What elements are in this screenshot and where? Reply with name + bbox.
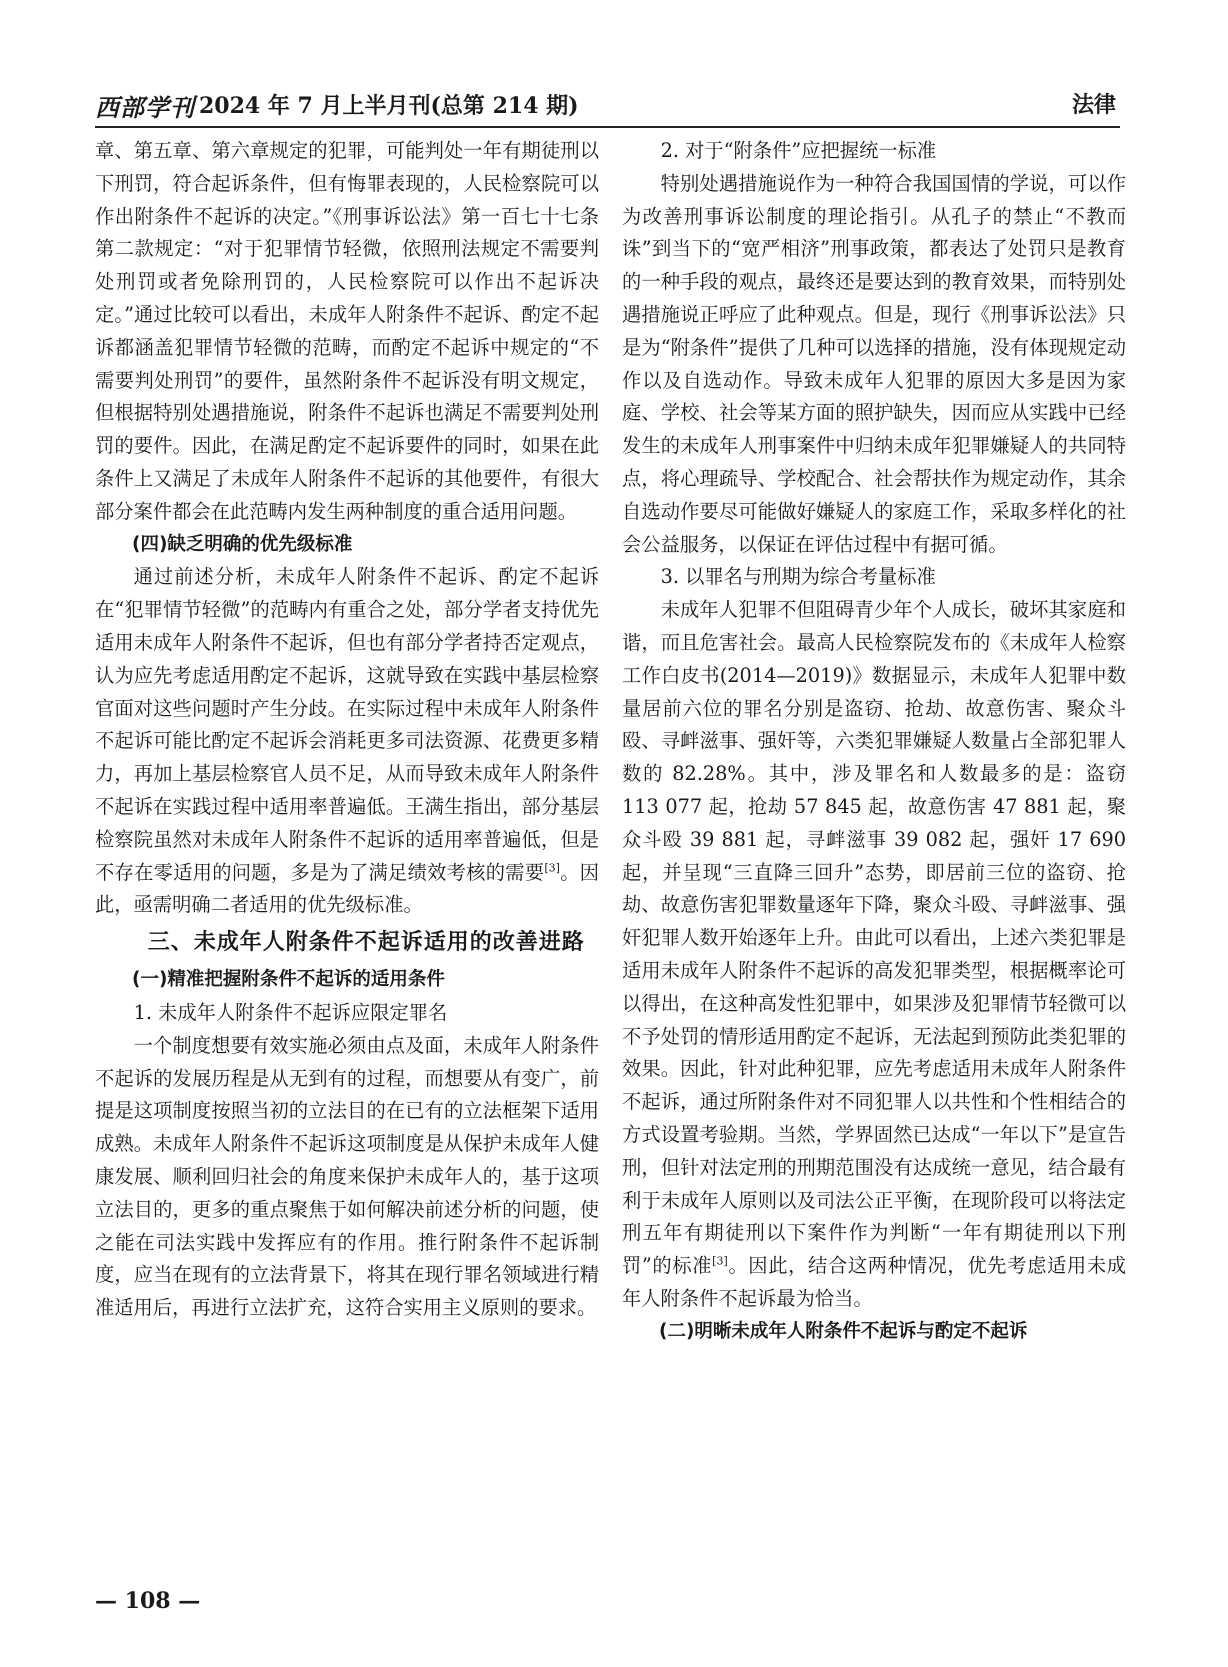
item-heading-text: 3. 以罪名与刑期为综合考量标准 <box>660 565 936 589</box>
item-heading-text: 1. 未成年人附条件不起诉应限定罪名 <box>133 1000 448 1024</box>
item-heading-text: 2. 对于“附条件”应把握统一标准 <box>660 139 937 162</box>
citation-marker: [3] <box>544 861 560 875</box>
paragraph-text: 特别处遇措施说作为一种符合我国国情的学说，可以作为改善刑事诉讼制度的理论指引。从孔子的禁止“不教而诛”到当下的“宽严相济”刑事政策，都表达了处罚只是教育的一种手段的观点，最终还是要达到的教育效果，而特别处遇措施说正呼应了此种观点。但是，现行《刑事诉讼法》只是为“附条件”提供了几种可以选择的措施，没有体现规定动作以及自选动作。导致未成年人犯罪的原因大多是因为家庭、学校、社会等某方面的照护缺失，因而应从实践中已经发生的未成年人刑事案件中归纳未成年犯罪嫌疑人的共同特点，将心理疏导、学校配合、社会帮扶作为规定动作，其余自选动作要尽可能做好嫌疑人的家庭工作，采取多样化的社会公益服务，以保证在评估过程中有据可循。 <box>622 171 1126 556</box>
journal-logo: 西部学刊 <box>95 93 195 122</box>
paragraph-text: 通过前述分析，未成年人附条件不起诉、酌定不起诉在“犯罪情节轻微”的范畴内有重合之处，部分学者支持优先适用未成年人附条件不起诉，但也有部分学者持否定观点，认为应先考虑适用酌定不起诉，这就导致在实践中基层检察官面对这些问题时产生分歧。在实际过程中未成年人附条件不起诉可能比酌定不起诉会消耗更多司法资源、花费更多精力，再加上基层检察官人员不足，从而导致未成年人附条件不起诉在实践过程中适用率普遍低。王满生指出，部分基层检察院虽然对未成年人附条件不起诉的适用率普遍低，但是不存在零适用的问题，多是为了满足绩效考核的需要 <box>95 565 599 884</box>
citation-marker: [3] <box>712 1254 728 1268</box>
item-heading <box>622 135 1126 168</box>
paragraph-tail: 。因此，亟需明确二者适用的优先级标准。 <box>95 860 600 917</box>
paragraph-continued-text: 章、第五章、第六章规定的犯罪，可能判处一年有期徒刑以下刑罚，符合起诉条件，但有悔罪表现的，人民检察院可以作出附条件不起诉的决定。”《刑事诉讼法》第一百七十七条第二款规定：“对于犯罪情节轻微，依照刑法规定不需要判处刑罚或者免除刑罚的，人民检察院可以作出不起诉决定。”通过比较可以看出，未成年人附条件不起诉、酌定不起诉都涵盖犯罪情节轻微的范畴，而酌定不起诉中规定的“不需要判处刑罚”的要件，虽然附条件不起诉没有明文规定，但根据特别处遇措施说，附条件不起诉也满足不需要判处刑罚的要件。因此，在满足酌定不起诉要件的同时，如果在此条件上又满足了未成年人附条件不起诉的其他要件，有很大部分案件都会在此范畴内发生两种制度的重合适用问题。 <box>95 139 599 523</box>
paragraph-text: 未成年人犯罪不但阻碍青少年个人成长，破坏其家庭和谐，而且危害社会。最高人民检察院发布的《未成年人检察工作白皮书(2014—2019)》数据显示，未成年人犯罪中数量居前六位的罪名分别是盗窃、抢劫、故意伤害、聚众斗殴、寻衅滋事、强奸等，六类犯罪嫌疑人数量占全部犯罪人数的 82.28%。其中，涉及罪名和人数最多的是：盗窃 113 077 起，抢劫 57 845 起，故意伤害 47 881 起，聚众斗殴 39 881 起，寻衅滋事 39 082 起，强奸 17 690 起，并呈现“三直降三回升”态势，即居前三位的盗窃、抢劫、故意伤害犯罪数量逐年下降，聚众斗殴、寻衅滋事、强奸犯罪人数开始逐年上升。由此可以看出，上述六类犯罪是适用未成年人附条件不起诉的高发犯罪类型，根据概率论可以得出，在这种高发性犯罪中，如果涉及犯罪情节轻微可以不予处罚的情形适用酌定不起诉，无法起到预防此类犯罪的效果。因此，针对此种犯罪，应先考虑适用未成年人附条件不起诉，通过所附条件对不同犯罪人以共性和个性相结合的方式设置考验期。当然，学界固然已达成“一年以下”是宣告刑，但针对法定刑的刑期范围没有达成统一意见，结合最有利于未成年人原则以及司法公正平衡，在现阶段可以将法定刑五年有期徒刑以下案件作为判断“一年有期徒刑以下刑罚”的标准 <box>622 598 1126 1278</box>
running-header <box>95 84 1120 128</box>
paragraph-continued <box>95 135 599 529</box>
section-label: 法律 <box>1071 93 1116 118</box>
subsection-heading <box>95 964 599 997</box>
section-heading-text: 三、未成年人附条件不起诉适用的改善进路 <box>147 930 585 956</box>
item-heading <box>622 561 1126 594</box>
left-column <box>95 135 599 1325</box>
paragraph <box>95 561 599 922</box>
item-heading <box>95 997 599 1030</box>
right-column <box>622 135 1126 1348</box>
paragraph <box>622 168 1126 562</box>
paragraph-text: 一个制度想要有效实施必须由点及面，未成年人附条件不起诉的发展历程是从无到有的过程，而想要从有变广，前提是这项制度按照当初的立法目的在已有的立法框架下适用成熟。未成年人附条件不起诉这项制度是从保护未成年人健康发展、顺利回归社会的角度来保护未成年人的，基于这项立法目的，更多的重点聚焦于如何解决前述分析的问题，使之能在司法实践中发挥应有的作用。推行附条件不起诉制度，应当在现有的立法背景下，将其在现行罪名领域进行精准适用后，再进行立法扩充，这符合实用主义原则的要求。 <box>95 1033 599 1320</box>
paragraph <box>622 594 1126 1316</box>
subsection-heading <box>622 1316 1126 1349</box>
section-heading <box>95 922 599 964</box>
issue-info: 2024 年 7 月上半月刊(总第 214 期) <box>199 93 579 119</box>
paragraph <box>95 1030 599 1325</box>
paragraph-tail: 。因此，结合这两种情况，优先考虑适用未成年人附条件不起诉最为恰当。 <box>622 1254 1127 1310</box>
subsection-heading-text: (四)缺乏明确的优先级标准 <box>132 533 353 555</box>
subsection-heading-text: (二)明晰未成年人附条件不起诉与酌定不起诉 <box>659 1320 1028 1342</box>
subsection-heading-text: (一)精准把握附条件不起诉的适用条件 <box>132 969 445 991</box>
page-number: — 108 — <box>95 1588 201 1614</box>
subsection-heading <box>95 529 599 562</box>
